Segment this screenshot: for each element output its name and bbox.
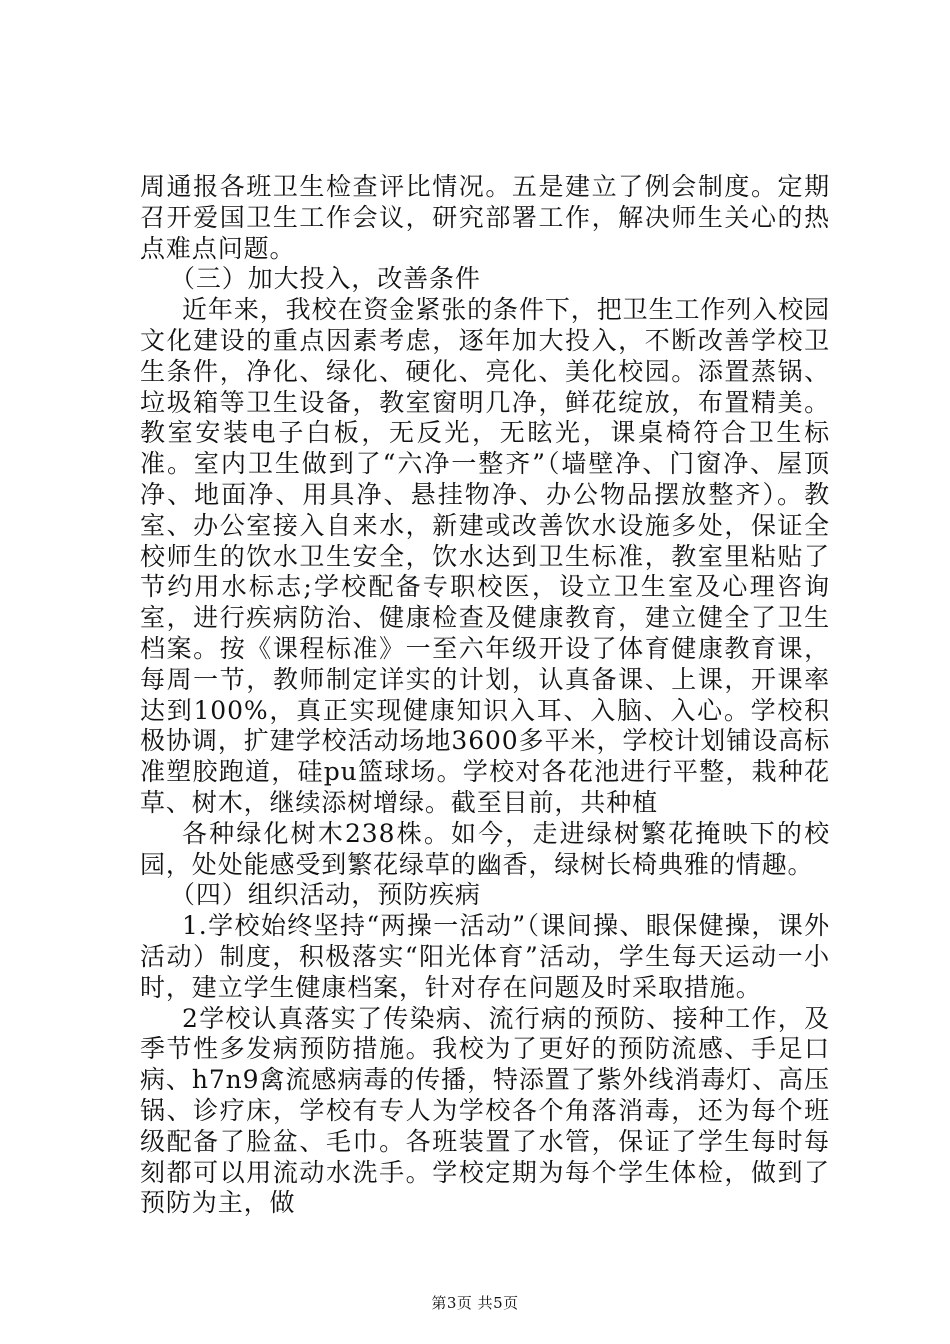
paragraph-greening: 各种绿化树木238株。如今，走进绿树繁花掩映下的校园，处处能感受到繁花绿草的幽香，绿树长椅典雅的情趣。 [140,818,830,879]
section-heading-four: （四）组织活动，预防疾病 [170,880,481,910]
paragraph-investment: 近年来，我校在资金紧张的条件下，把卫生工作列入校园文化建设的重点因素考虑，逐年加大投入，不断改善学校卫生条件，净化、绿化、硬化、亮化、美化校园。添置蒸锅、垃圾箱等卫生设备，教室窗明几净，鲜花绽放，布置精美。教室安装电子白板，无反光，无眩光，课桌椅符合卫生标准。室内卫生做到了“六净一整齐”（墙壁净、门窗净、屋顶净、地面净、用具净、悬挂物净、办公物品摆放整齐）。教室、办公室接入自来水，新建或改善饮水设施多处，保证全校师生的饮水卫生安全，饮水达到卫生标准，教室里粘贴了节约用水标志;学校配备专职校医，设立卫生室及心理咨询室，进行疾病防治、健康检查及健康教育，建立健全了卫生档案。按《课程标准》一至六年级开设了体育健康教育课，每周一节，教师制定详实的计划，认真备课、上课，开课率达到100%，真正实现健康知识入耳、入脑、入心。学校积极协调，扩建学校活动场地3600多平米，学校计划铺设高标准塑胶跑道，硅pu篮球场。学校对各花池进行平整，栽种花草、树木，继续添树增绿。截至目前，共种植 [140,295,830,817]
page-number-footer: 第3页 共5页 [431,1294,519,1312]
document-body [140,172,830,1219]
paragraph-item-two: 2学校认真落实了传染病、流行病的预防、接种工作，及季节性多发病预防措施。我校为了更好的预防流感、手足口病、h7n9禽流感病毒的传播，特添置了紫外线消毒灯、高压锅、诊疗床，学校有专人为学校各个角落消毒，还为每个班级配备了脸盆、毛巾。各班装置了水管，保证了学生每时每刻都可以用流动水洗手。学校定期为每个学生体检，做到了预防为主，做 [140,1003,830,1218]
paragraph-continuation: 周通报各班卫生检查评比情况。五是建立了例会制度。定期召开爱国卫生工作会议，研究部署工作，解决师生关心的热点难点问题。 [140,172,830,263]
paragraph-item-one: 1.学校始终坚持“两操一活动”（课间操、眼保健操，课外活动）制度，积极落实“阳光体育”活动，学生每天运动一小时，建立学生健康档案，针对存在问题及时采取措施。 [140,911,830,1002]
section-heading-three: （三）加大投入，改善条件 [170,264,481,294]
